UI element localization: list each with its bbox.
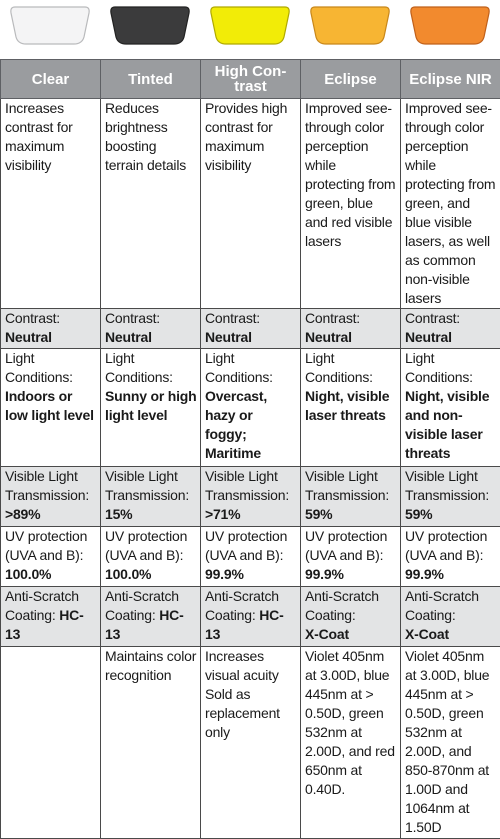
contrast-value: Neutral [205, 328, 297, 347]
contrast-label: Contrast: [105, 309, 197, 328]
uv-label: UV protection (UVA and B): [205, 527, 297, 565]
uv-cell-eclipse [301, 527, 401, 587]
eclipse-nir-lens-image [409, 4, 491, 46]
light-conditions-value: Night, visible laser threats [305, 387, 397, 425]
anti-scratch-label: Anti-Scratch [105, 587, 197, 606]
vlt-cell-eclipse-nir [401, 467, 500, 527]
light-conditions-value: Overcast, hazy or foggy; Maritime [205, 387, 297, 463]
uv-protection-row [1, 527, 500, 587]
contrast-label: Contrast: [205, 309, 297, 328]
vlt-label: Visible Light Transmission: [205, 467, 297, 505]
light-conditions-label: Light Conditions: [5, 349, 97, 387]
light-conditions-cell-clear [1, 349, 101, 467]
column-header-eclipse-nir: Eclipse NIR [401, 60, 500, 99]
vlt-cell-high-contrast [201, 467, 301, 527]
uv-value: 100.0% [5, 565, 97, 584]
uv-cell-eclipse-nir [401, 527, 500, 587]
notes-cell-eclipse-nir: Violet 405nm at 3.00D, blue 445nm at > 0.50D, green 532nm at 2.00D, and 850-870nm at 1.00D and 1064nm at 1.50D [401, 647, 500, 839]
vlt-value: 59% [405, 505, 497, 524]
anti-scratch-label: Anti-Scratch [5, 587, 97, 606]
anti-scratch-cell-clear [1, 587, 101, 647]
light-conditions-cell-eclipse [301, 349, 401, 467]
notes-cell-eclipse: Violet 405nm at 3.00D, blue 445nm at > 0.50D, green 532nm at 2.00D, and red 650nm at 0.40D. [301, 647, 401, 839]
description-cell-eclipse: Improved see-through color perception while protecting from green, blue and red visible lasers [301, 99, 401, 309]
uv-cell-high-contrast [201, 527, 301, 587]
column-header-eclipse: Eclipse [301, 60, 401, 99]
header-row [1, 60, 500, 99]
notes-cell-high-contrast: Increases visual acuity Sold as replacement only [201, 647, 301, 839]
vlt-value: 15% [105, 505, 197, 524]
anti-scratch-value: HC-13 [5, 607, 84, 642]
uv-label: UV protection (UVA and B): [105, 527, 197, 565]
light-conditions-label: Light Conditions: [405, 349, 497, 387]
light-conditions-value: Indoors or low light level [5, 387, 97, 425]
vlt-cell-eclipse [301, 467, 401, 527]
anti-scratch-label: Anti-Scratch [305, 587, 397, 606]
light-conditions-cell-eclipse-nir [401, 349, 500, 467]
uv-value: 99.9% [405, 565, 497, 584]
vlt-value: >71% [205, 505, 297, 524]
light-conditions-value: Night, visible and non-visible laser threats [405, 387, 497, 463]
notes-row [1, 647, 500, 839]
light-conditions-label: Light Conditions: [205, 349, 297, 387]
column-header-high-contrast [201, 60, 301, 99]
contrast-cell-eclipse-nir [401, 309, 500, 349]
contrast-label: Contrast: [5, 309, 97, 328]
anti-scratch-coating-label: Coating: [5, 607, 56, 623]
contrast-value: Neutral [305, 328, 397, 347]
vlt-label: Visible Light Transmission: [105, 467, 197, 505]
anti-scratch-value: X-Coat [405, 625, 497, 644]
uv-cell-tinted [101, 527, 201, 587]
uv-value: 99.9% [305, 565, 397, 584]
lens-comparison-table [0, 59, 500, 839]
description-cell-clear: Increases contrast for maximum visibility [1, 99, 101, 309]
anti-scratch-row [1, 587, 500, 647]
high-contrast-lens-image [209, 4, 291, 46]
anti-scratch-label: Anti-Scratch [205, 587, 297, 606]
anti-scratch-coating-label: Coating: [205, 607, 256, 623]
tinted-lens-image [109, 4, 191, 46]
vlt-value: 59% [305, 505, 397, 524]
contrast-label: Contrast: [305, 309, 397, 328]
anti-scratch-label: Anti-Scratch [405, 587, 497, 606]
column-header-high-contrast-text: High Con- trast [215, 63, 287, 95]
anti-scratch-coating-label: Coating: [305, 606, 397, 625]
visible-light-transmission-row [1, 467, 500, 527]
anti-scratch-cell-eclipse [301, 587, 401, 647]
uv-label: UV protection (UVA and B): [5, 527, 97, 565]
description-cell-tinted: Reduces brightness boosting terrain details [101, 99, 201, 309]
light-conditions-row [1, 349, 500, 467]
contrast-cell-eclipse [301, 309, 401, 349]
vlt-label: Visible Light Transmission: [5, 467, 97, 505]
contrast-value: Neutral [5, 328, 97, 347]
anti-scratch-cell-high-contrast [201, 587, 301, 647]
description-cell-high-contrast: Provides high contrast for maximum visibility [201, 99, 301, 309]
light-conditions-cell-tinted [101, 349, 201, 467]
notes-cell-tinted: Maintains color recognition [101, 647, 201, 839]
uv-label: UV protection (UVA and B): [305, 527, 397, 565]
vlt-value: >89% [5, 505, 97, 524]
light-conditions-label: Light Conditions: [105, 349, 197, 387]
eclipse-lens-image [309, 4, 391, 46]
anti-scratch-cell-tinted [101, 587, 201, 647]
clear-lens-image [9, 4, 91, 46]
anti-scratch-coating-label: Coating: [105, 607, 156, 623]
light-conditions-cell-high-contrast [201, 349, 301, 467]
anti-scratch-cell-eclipse-nir [401, 587, 500, 647]
contrast-label: Contrast: [405, 309, 497, 328]
light-conditions-value: Sunny or high light level [105, 387, 197, 425]
uv-cell-clear [1, 527, 101, 587]
column-header-tinted: Tinted [101, 60, 201, 99]
column-header-clear: Clear [1, 60, 101, 99]
contrast-value: Neutral [105, 328, 197, 347]
anti-scratch-value: HC-13 [105, 607, 184, 642]
description-cell-eclipse-nir: Improved see-through color perception while protecting from green, and blue visible lasers, as well as common non-visible lasers [401, 99, 500, 309]
anti-scratch-value: HC-13 [205, 607, 284, 642]
contrast-cell-clear [1, 309, 101, 349]
uv-value: 99.9% [205, 565, 297, 584]
notes-cell-clear [1, 647, 101, 839]
light-conditions-label: Light Conditions: [305, 349, 397, 387]
vlt-label: Visible Light Transmission: [405, 467, 497, 505]
vlt-label: Visible Light Transmission: [305, 467, 397, 505]
lens-swatch-row [0, 0, 500, 58]
contrast-cell-high-contrast [201, 309, 301, 349]
vlt-cell-tinted [101, 467, 201, 527]
contrast-row [1, 309, 500, 349]
vlt-cell-clear [1, 467, 101, 527]
anti-scratch-value: X-Coat [305, 625, 397, 644]
anti-scratch-coating-label: Coating: [405, 606, 497, 625]
contrast-value: Neutral [405, 328, 497, 347]
uv-value: 100.0% [105, 565, 197, 584]
contrast-cell-tinted [101, 309, 201, 349]
uv-label: UV protection (UVA and B): [405, 527, 497, 565]
description-row [1, 99, 500, 309]
